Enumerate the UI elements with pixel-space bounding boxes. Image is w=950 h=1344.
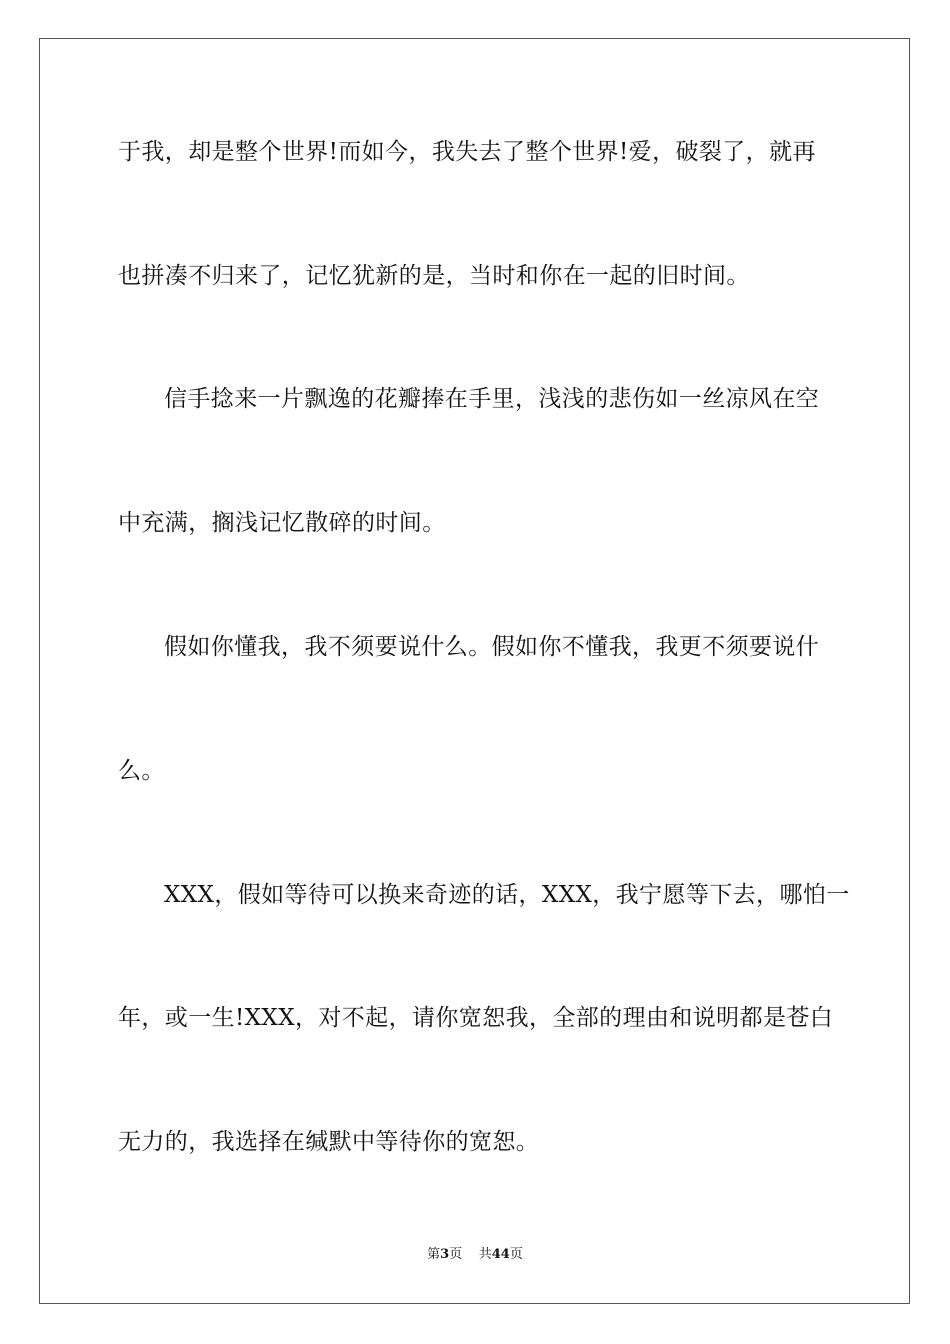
page-number: 3 (440, 1247, 450, 1262)
total-label-prefix: 共 (478, 1247, 492, 1262)
text-line-1: 于我，却是整个世界!而如今，我失去了整个世界!爱，破裂了，就再 (118, 139, 816, 165)
total-label-suffix: 页 (509, 1247, 523, 1262)
paragraph-3-line-1: 假如你懂我，我不须要说什么。假如你不懂我，我更不须要说什 (164, 634, 820, 660)
text-line-2: 也拼凑不归来了，记忆犹新的是，当时和你在一起的旧时间。 (118, 263, 750, 289)
page-footer (0, 1246, 950, 1264)
page-label-prefix: 第 (427, 1247, 441, 1262)
total-pages: 44 (491, 1247, 510, 1262)
paragraph-4-line-1: XXX，假如等待可以换来奇迹的话，XXX，我宁愿等下去，哪怕一 (164, 882, 850, 908)
paragraph-2-line-1: 信手捻来一片飘逸的花瓣捧在手里，浅浅的悲伤如一丝凉风在空 (164, 386, 820, 412)
paragraph-2-line-2: 中充满，搁浅记忆散碎的时间。 (118, 510, 446, 536)
paragraph-3-line-2: 么。 (118, 758, 165, 784)
page-label-suffix: 页 (449, 1247, 463, 1262)
paragraph-4-line-3: 无力的，我选择在缄默中等待你的宽恕。 (118, 1129, 540, 1155)
paragraph-4-line-2: 年，或一生!XXX，对不起，请你宽恕我，全部的理由和说明都是苍白 (118, 1005, 834, 1031)
page-frame (39, 38, 910, 1304)
